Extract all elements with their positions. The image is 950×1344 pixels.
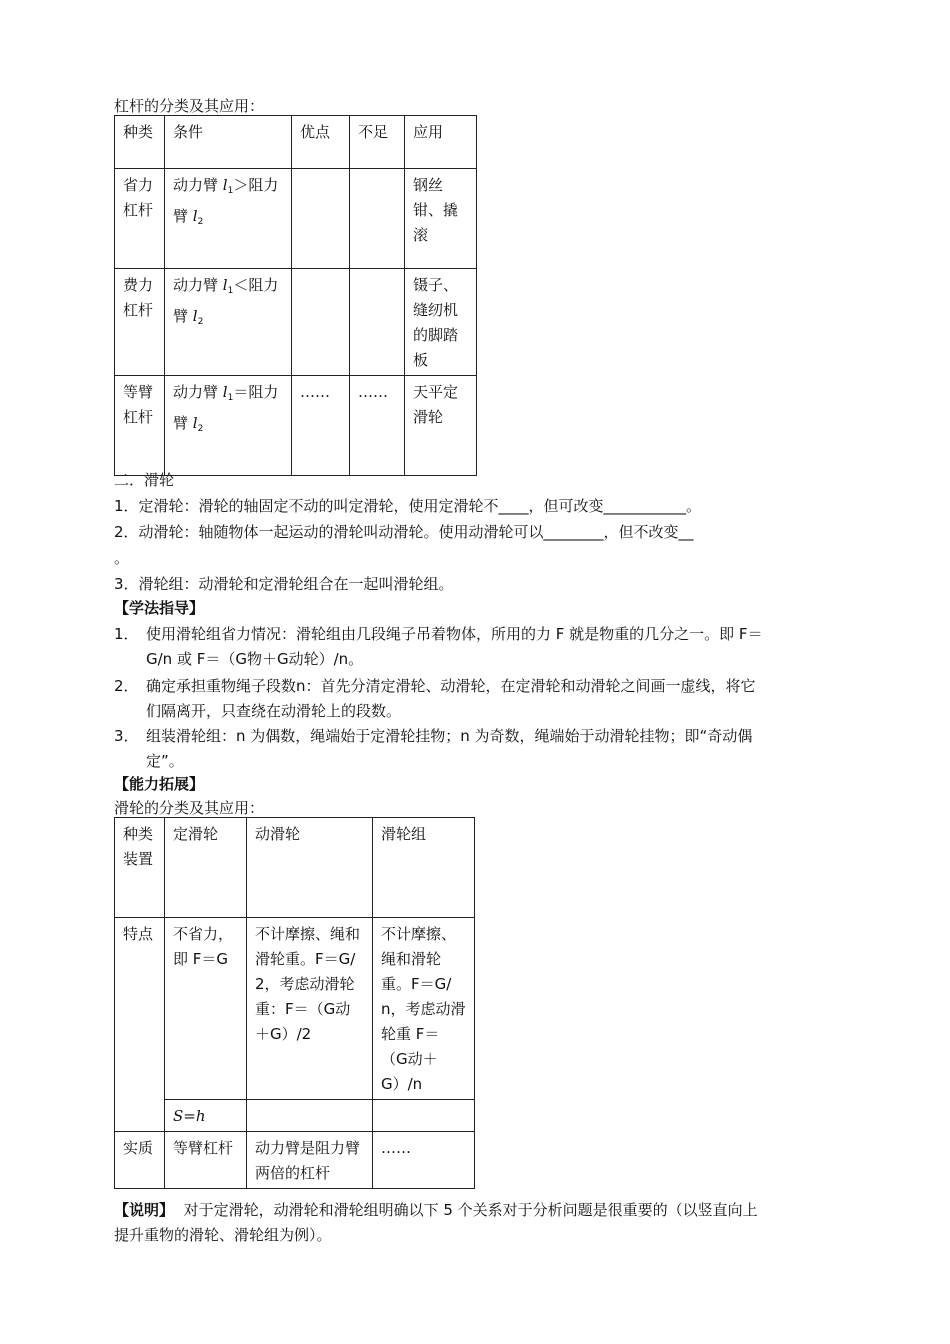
lever-table [114,115,477,476]
method-heading: 【学法指导】 [114,599,205,617]
lever-header-row [115,116,477,169]
essence-movable: 动力臂是阻力臂两倍的杠杆 [247,1132,373,1189]
lever-kind: 费力杠杆 [115,269,165,376]
lever-condition: 动力臂 $l_1<$阻力臂 $l_2$ [165,269,292,376]
note-paragraph: 【说明】 对于定滑轮，动滑轮和滑轮组明确以下 5 个关系对于分析问题是很重要的（以竖直向上 提升重物的滑轮、滑轮组为例）。 [114,1201,758,1244]
movable-pulley-text: 2．动滑轮：轴随物体一起运动的滑轮叫动滑轮。使用动滑轮可以________，但不改变__ [114,523,694,541]
table-row [115,169,477,269]
feature-group: 不计摩擦、绳和滑轮重。F＝G/n，考虑动滑轮重 F＝（G动＋G）/n [373,918,475,1100]
header-advantage: 优点 [292,116,350,169]
table-row [115,1100,475,1132]
pulley-table-caption: 滑轮的分类及其应用： [114,799,265,817]
lever-disadvantage [350,269,405,376]
lever-advantage: …… [292,376,350,476]
ability-heading: 【能力拓展】 [114,775,205,793]
lever-application: 天平定滑轮 [405,376,477,476]
empty-cell [247,1100,373,1132]
method-item-2: 2． 确定承担重物绳子段数n：首先分清定滑轮、动滑轮，在定滑轮和动滑轮之间画一虚线，将它 们隔离开，只查绕在动滑轮上的段数。 [114,677,756,720]
feature-movable: 不计摩擦、绳和滑轮重。F＝G/2，考虑动滑轮重：F＝（G动＋G）/2 [247,918,373,1100]
lever-application: 钢丝钳、撬滚 [405,169,477,269]
essence-fixed: 等臂杠杆 [165,1132,247,1189]
method-item-1: 1． 使用滑轮组省力情况：滑轮组由几段绳子吊着物体，所用的力 F 就是物重的几分之一。即 F＝ G/n 或 F＝（G物＋G动轮）/n。 [114,625,763,668]
table-row [115,918,475,1100]
movable-pulley-text-end: 。 [114,549,130,567]
pulley-header-row [115,818,475,918]
header-kind: 种类 [115,116,165,169]
essence-label: 实质 [115,1132,165,1189]
empty-cell [373,1100,475,1132]
pulley-heading: 二．滑轮 [114,471,175,489]
lever-kind: 省力杠杆 [115,169,165,269]
feature-fixed: 不省力，即 F＝G [165,918,247,1100]
header-fixed-pulley: 定滑轮 [165,818,247,918]
fixed-pulley-text: 1．定滑轮：滑轮的轴固定不动的叫定滑轮，使用定滑轮不____，但可改变___________。 [114,497,702,515]
header-pulley-group: 滑轮组 [373,818,475,918]
lever-application: 镊子、缝纫机的脚踏板 [405,269,477,376]
table-row [115,1132,475,1189]
header-condition: 条件 [165,116,292,169]
note-label: 【说明】 [114,1201,175,1219]
method-item-3: 3． 组装滑轮组：n 为偶数，绳端始于定滑轮挂物；n 为奇数，绳端始于动滑轮挂物；即“奇动偶 定”。 [114,727,753,770]
pulley-group-text: 3．滑轮组：动滑轮和定滑轮组合在一起叫滑轮组。 [114,575,454,593]
header-kind-device: 种类装置 [115,818,165,918]
pulley-table [114,817,475,1189]
lever-condition: 动力臂 $l_1>$阻力臂 $l_2$ [165,169,292,269]
feature-label: 特点 [115,918,165,1132]
lever-kind: 等臂杠杆 [115,376,165,476]
header-disadvantage: 不足 [350,116,405,169]
essence-group: …… [373,1132,475,1189]
table-row [115,269,477,376]
table-row [115,376,477,476]
distance-relation: S=h [165,1100,247,1132]
lever-advantage [292,269,350,376]
lever-disadvantage: …… [350,376,405,476]
lever-advantage [292,169,350,269]
lever-table-caption: 杠杆的分类及其应用： [114,97,265,115]
lever-disadvantage [350,169,405,269]
lever-condition: 动力臂 $l_1=$阻力臂 $l_2$ [165,376,292,476]
header-movable-pulley: 动滑轮 [247,818,373,918]
header-application: 应用 [405,116,477,169]
